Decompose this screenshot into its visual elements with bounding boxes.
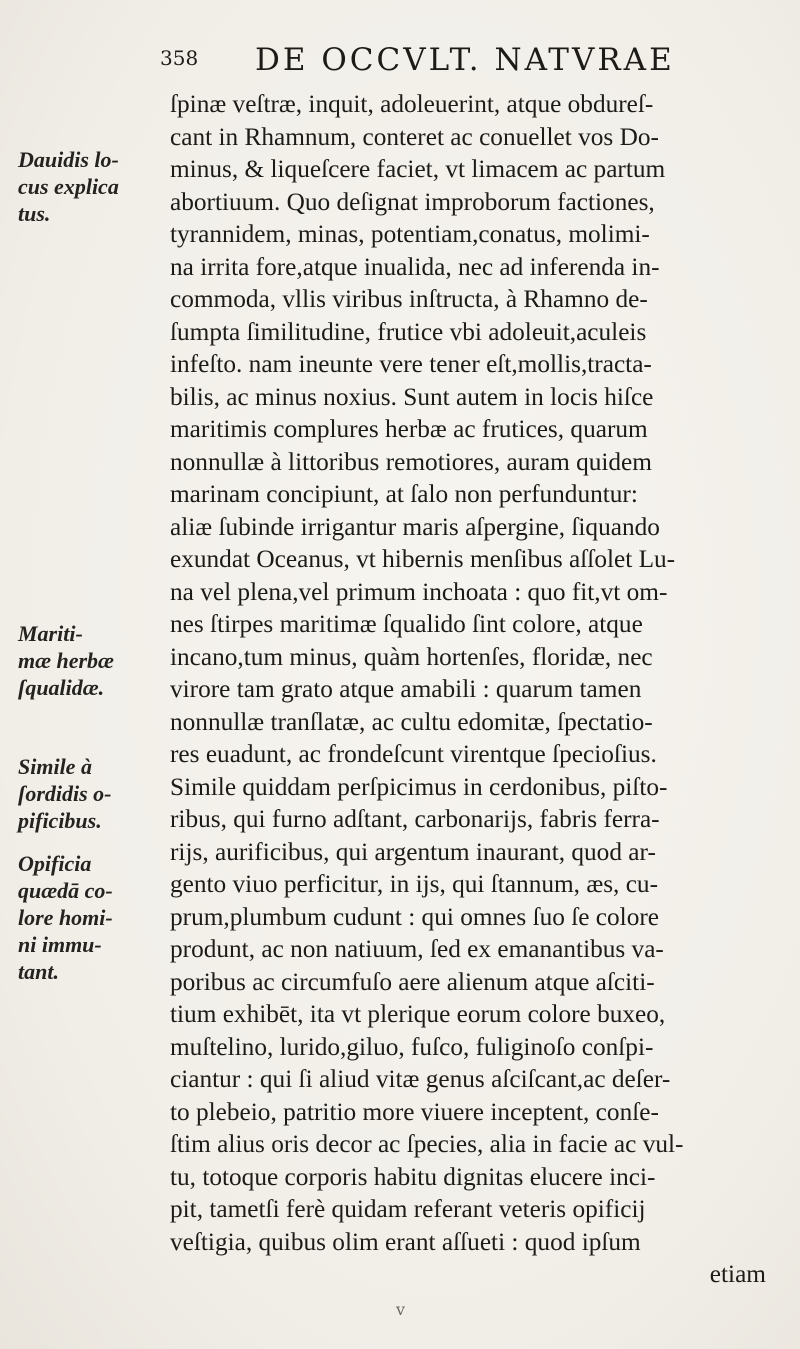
text-line: marinam concipiunt, at ſalo non perfunduntur: (170, 480, 638, 508)
text-line: commoda, vllis viribus inſtructa, à Rhamno de- (170, 285, 648, 313)
margin-note-line: cus explica (18, 174, 119, 199)
text-line: tyrannidem, minas, potentiam,conatus, molimi- (170, 220, 650, 248)
text-line: pit, tametſi ferè quidam referant veteris opificij (170, 1195, 646, 1223)
text-line: na irrita fore,atque inualida, nec ad inferenda in- (170, 252, 660, 281)
margin-note-line: ſqualidæ. (18, 675, 105, 700)
text-line: res euadunt, ac frondeſcunt virentque ſpecioſius. (170, 740, 657, 768)
text-line: muſtelino, lurido,giluo, fuſco, fuliginoſo conſpi- (170, 1032, 654, 1061)
margin-note-line: lore homi- (18, 905, 113, 930)
text-line: ſumpta ſimilitudine, frutice vbi adoleuit,aculeis (170, 317, 647, 346)
text-line: cant in Rhamnum, conteret ac conuellet vos Do- (170, 122, 659, 151)
text-line: prum,plumbum cudunt : qui omnes ſuo ſe colore (170, 902, 660, 931)
main-text-block (170, 88, 790, 1291)
margin-note-dauidis (18, 146, 158, 227)
text-line: to plebeio, patritio more viuere inceptent, conſe- (170, 1097, 659, 1126)
text-line: nonnullæ à littoribus remotiores, auram quidem (170, 447, 652, 476)
text-line: maritimis complures herbæ ac frutices, quarum (170, 415, 648, 443)
text-line: ſtim alius oris decor ac ſpecies, alia in facie ac vul- (170, 1130, 684, 1158)
margin-note-line: ſordidis o- (18, 781, 112, 806)
text-line: ciantur : qui ſi aliud vitæ genus aſciſcant,ac deſer- (170, 1065, 671, 1093)
text-line: na vel plena,vel primum inchoata : quo fit,vt om- (170, 577, 668, 606)
margin-note-line: quædā co- (18, 878, 113, 903)
text-line: gento viuo perficitur, in ijs, qui ſtannum, æs, cu- (170, 870, 658, 898)
margin-note-opificia (18, 850, 158, 985)
margin-note-line: Mariti- (18, 621, 83, 646)
text-line: infeſto. nam ineunte vere tener eſt,mollis,tracta- (170, 350, 652, 378)
margin-note-simile (18, 753, 158, 834)
text-line: virore tam grato atque amabili : quarum tamen (170, 675, 642, 703)
text-line: bilis, ac minus noxius. Sunt autem in locis hiſce (170, 382, 654, 411)
margin-note-maritimae (18, 620, 158, 701)
text-line: ribus, qui furno adſtant, carbonarijs, fabris ferra- (170, 805, 660, 833)
margin-note-line: Dauidis lo- (18, 147, 119, 172)
running-title: DE OCCVLT. NATVRAE (255, 42, 675, 78)
text-line: tu, totoque corporis habitu dignitas elucere inci- (170, 1162, 656, 1191)
text-line: nonnullæ tranſlatæ, ac cultu edomitæ, ſpectatio- (170, 707, 653, 736)
margin-note-line: Simile à (18, 754, 92, 779)
page-header (160, 42, 780, 86)
text-line: minus, & liqueſcere faciet, vt limacem ac partum (170, 155, 666, 183)
page-number: 358 (160, 46, 199, 70)
margin-note-line: ni immu- (18, 932, 102, 957)
text-line: abortiuum. Quo deſignat improborum factiones, (170, 187, 655, 216)
margin-note-line: mæ herbæ (18, 648, 114, 673)
text-line: ſpinæ veſtræ, inquit, adoleuerint, atque obdureſ- (170, 90, 654, 118)
text-line: aliæ ſubinde irrigantur maris aſpergine, ſiquando (170, 512, 660, 541)
margin-note-line: tus. (18, 201, 51, 226)
text-line: nes ſtirpes maritimæ ſqualido ſint colore, atque (170, 610, 643, 638)
text-line: Simile quiddam perſpicimus in cerdonibus, piſto- (170, 772, 668, 801)
signature-mark: v (396, 1300, 406, 1319)
margin-note-line: pificibus. (18, 808, 102, 833)
catchword: etiam (709, 1260, 766, 1288)
text-line: tium exhibēt, ita vt plerique eorum colore buxeo, (170, 1000, 666, 1028)
text-line: rijs, aurificibus, qui argentum inaurant, quod ar- (170, 837, 656, 866)
text-line: poribus ac circumfuſo aere alienum atque aſciti- (170, 967, 655, 996)
margin-note-line: tant. (18, 959, 59, 984)
text-line: veſtigia, quibus olim erant aſſueti : quod ipſum (170, 1227, 641, 1256)
text-line: incano,tum minus, quàm hortenſes, floridæ, nec (170, 642, 653, 671)
text-line: exundat Oceanus, vt hibernis menſibus aſſolet Lu- (170, 545, 676, 573)
margin-note-line: Opificia (18, 851, 92, 876)
text-line: produnt, ac non natiuum, ſed ex emanantibus va- (170, 935, 664, 963)
